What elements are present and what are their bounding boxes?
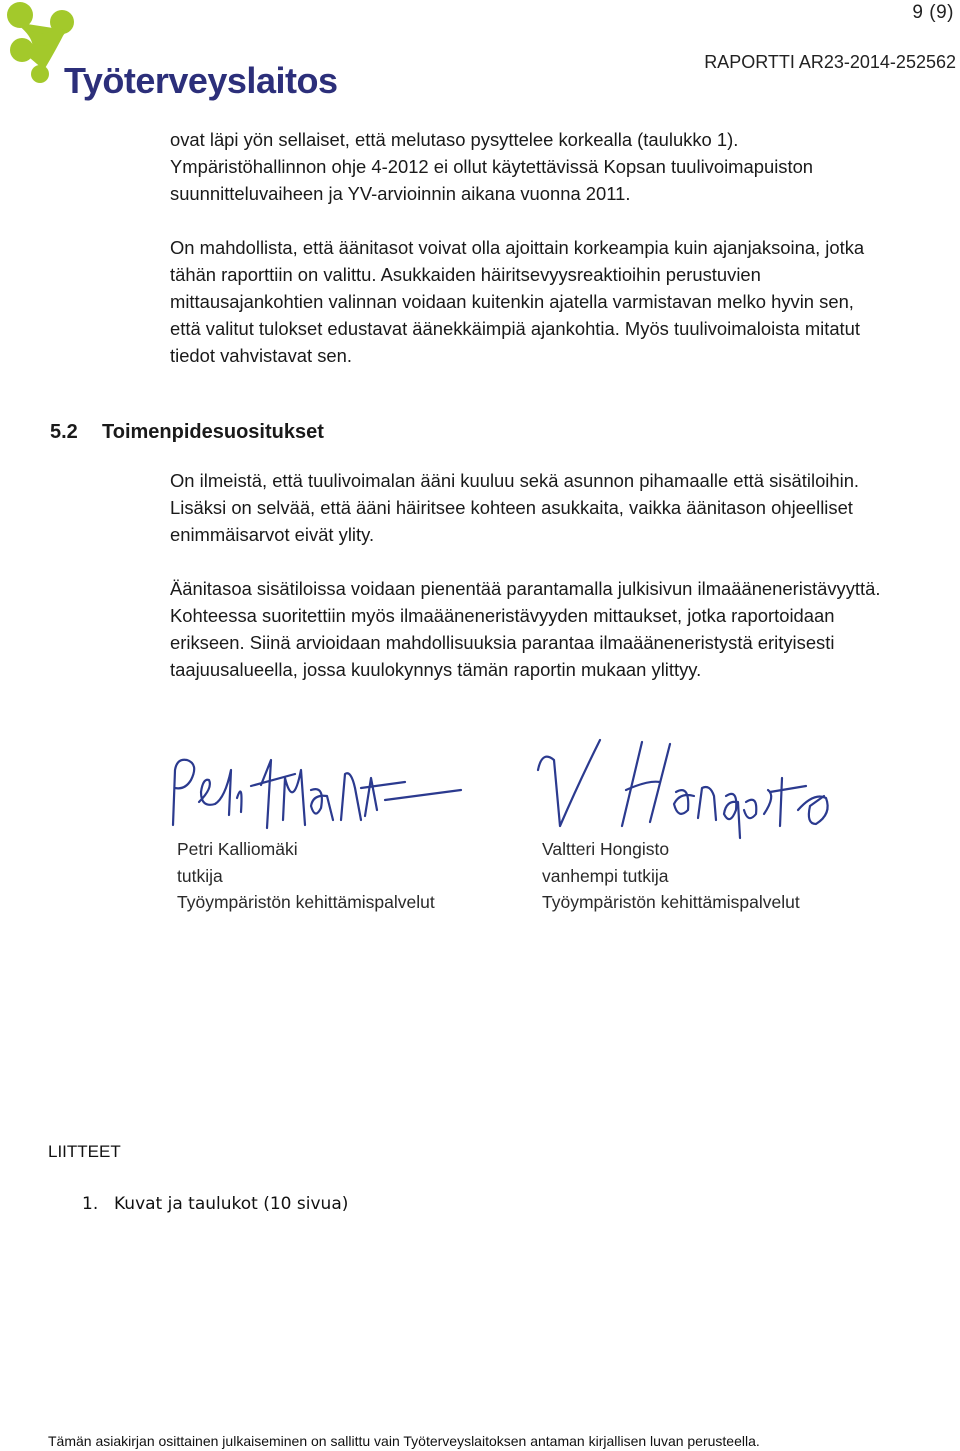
section-number: 5.2 [50,421,78,443]
text-line: suunnitteluvaiheen ja YV-arvioinnin aikana vuonna 2011. [170,183,631,204]
signatory-name: Valtteri Hongisto [542,839,670,859]
signatory-name: Petri Kalliomäki [177,839,298,859]
signatory-unit: Työympäristön kehittämispalvelut [177,892,435,912]
text-line: Lisäksi on selvää, että ääni häiritsee kohteen asukkaita, vaikka äänitason ohjeelliset [170,497,853,518]
report-id: RAPORTTI AR23-2014-252562 [704,52,956,72]
paragraph-intro [170,126,960,207]
signatory-role: vanhempi tutkija [542,865,669,886]
attachments-list [82,1194,348,1214]
text-line: että valitut tulokset edustavat äänekkäimpiä ajankohtia. Myös tuulivoimaloista mitatut [170,318,861,339]
section-title: Toimenpidesuositukset [102,421,324,443]
handwritten-signature [530,730,860,840]
paragraph-measurement-period [170,234,960,369]
organization-logo [0,0,338,110]
text-line: erikseen. Siinä arvioidaan mahdollisuuksia parantaa ilmaääneneristystä erityisesti [170,632,835,653]
list-item-number: 1. [82,1194,99,1214]
paragraph-recommendation [170,575,960,683]
signatory-unit: Työympäristön kehittämispalvelut [542,892,800,912]
signature-block-hongisto [530,730,860,930]
text-line: ovat läpi yön sellaiset, että melutaso pysyttelee korkealla (taulukko 1). [170,129,739,150]
list-item [82,1194,348,1214]
text-line: tiedot vahvistavat sen. [170,345,352,366]
text-line: tähän raporttiin on valittu. Asukkaiden häiritsevyysreaktioihin perustuvien [170,264,761,285]
section-heading [50,421,324,444]
paragraph-conclusion [170,467,960,548]
attachments-heading: LIITTEET [48,1142,121,1161]
signatory-details [542,836,800,916]
page-number: 9 (9) [912,2,954,23]
list-item-label: Kuvat ja taulukot (10 sivua) [114,1194,349,1214]
text-line: Ympäristöhallinnon ohje 4-2012 ei ollut käytettävissä Kopsan tuulivoimapuiston [170,156,814,177]
handwritten-signature [165,730,495,840]
logo-wordmark: Työterveyslaitos [64,60,338,101]
signature-block-kalliomaki [165,730,495,930]
text-line: On ilmeistä, että tuulivoimalan ääni kuuluu sekä asunnon pihamaalle että sisätiloihin. [170,470,860,491]
text-line: Kohteessa suoritettiin myös ilmaääneneristävyyden mittaukset, jotka raportoidaan [170,605,835,626]
text-line: Äänitasoa sisätiloissa voidaan pienentää parantamalla julkisivun ilmaääneneristävyyttä. [170,578,881,599]
text-line: taajuusalueella, jossa kuulokynnys tämän raportin mukaan ylittyy. [170,659,702,680]
signatory-role: tutkija [177,865,223,886]
text-line: mittausajankohtien valinnan voidaan kuitenkin ajatella varmistavan melko hyvin sen, [170,291,854,312]
signatory-details [177,836,435,916]
text-line: On mahdollista, että äänitasot voivat olla ajoittain korkeampia kuin ajanjaksoina, jotka [170,237,865,258]
text-line: enimmäisarvot eivät ylity. [170,524,375,545]
page-footer: Tämän asiakirjan osittainen julkaiseminen on sallittu vain Työterveyslaitoksen antaman kirjallisen luvan perusteella. [48,1433,760,1449]
